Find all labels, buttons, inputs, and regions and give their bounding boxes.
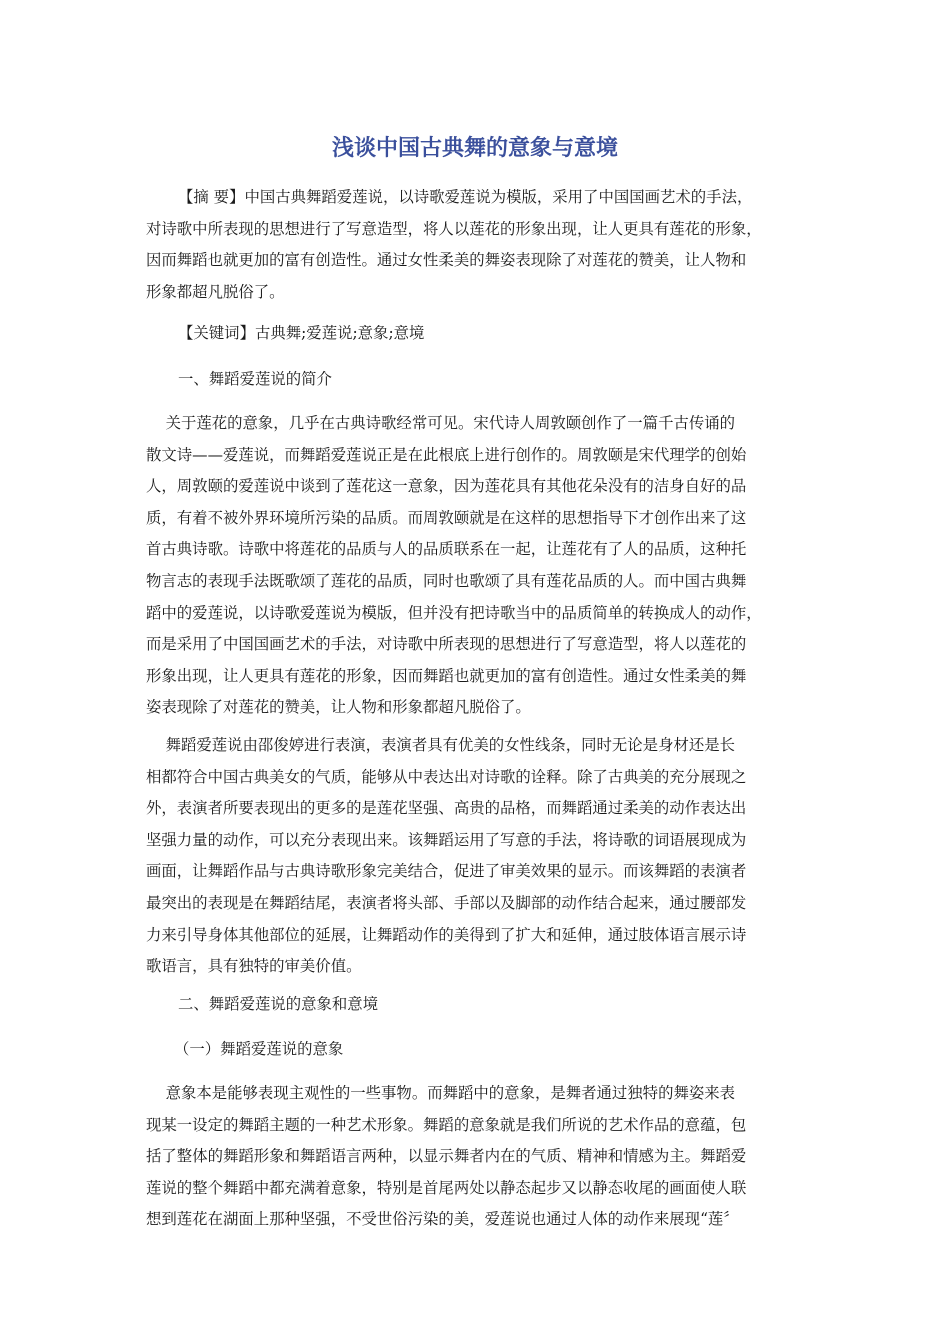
paragraph-line: 而是采用了中国国画艺术的手法，对诗歌中所表现的思想进行了写意造型，将人以莲花的: [146, 635, 747, 654]
paragraph-2: [146, 730, 812, 983]
paragraph-line: 画面，让舞蹈作品与古典诗歌形象完美结合，促进了审美效果的显示。而该舞蹈的表演者: [146, 862, 747, 881]
paragraph-1: [146, 408, 812, 724]
section-heading-2: [178, 989, 844, 1021]
paragraph-line: 想到莲花在湖面上那种坚强，不受世俗污染的美，爱莲说也通过人体的动作来展现“莲〞: [146, 1210, 739, 1229]
section-heading-1: [178, 364, 844, 396]
paragraph-line: 坚强力量的动作，可以充分表现出来。该舞蹈运用了写意的手法，将诗歌的词语展现成为: [146, 830, 747, 849]
section-heading-text: 一、舞蹈爱莲说的简介: [178, 370, 332, 388]
keywords-text: 【关键词】古典舞;爱莲说;意象;意境: [178, 324, 425, 342]
paragraph-line: 相都符合中国古典美女的气质，能够从中表达出对诗歌的诠释。除了古典美的充分展现之: [146, 767, 747, 786]
paragraph-line: 意象本是能够表现主观性的一些事物。而舞蹈中的意象，是舞者通过独特的舞姿来表: [146, 1084, 736, 1102]
paragraph-line: 散文诗——爱莲说，而舞蹈爱莲说正是在此根底上进行创作的。周敦颐是宋代理学的创始: [146, 445, 747, 464]
paragraph-3: [146, 1078, 812, 1236]
paragraph-line: 括了整体的舞蹈形象和舞蹈语言两种，以显示舞者内在的气质、精神和情感为主。舞蹈爱: [146, 1147, 747, 1166]
paragraph-line: 质，有着不被外界环境所污染的品质。而周敦颐就是在这样的思想指导下才创作出来了这: [146, 508, 747, 527]
paragraph-line: 人，周敦颐的爱莲说中谈到了莲花这一意象，因为莲花具有其他花朵没有的洁身自好的品: [146, 477, 747, 496]
paragraph-line: 力来引导身体其他部位的延展，让舞蹈动作的美得到了扩大和延伸，通过肢体语言展示诗: [146, 925, 747, 944]
abstract-line: 因而舞蹈也就更加的富有创造性。通过女性柔美的舞姿表现除了对莲花的赞美，让人物和: [146, 251, 747, 270]
paragraph-line: 关于莲花的意象，几乎在古典诗歌经常可见。宋代诗人周敦颐创作了一篇千古传诵的: [146, 414, 736, 432]
abstract-line: 对诗歌中所表现的思想进行了写意造型，将人以莲花的形象出现，让人更具有莲花的形象，: [146, 219, 762, 238]
paragraph-line: 姿表现除了对莲花的赞美，让人物和形象都超凡脱俗了。: [146, 698, 531, 717]
paragraph-line: 现某一设定的舞蹈主题的一种艺术形象。舞蹈的意象就是我们所说的艺术作品的意蕴，包: [146, 1115, 747, 1134]
paragraph-line: 物言志的表现手法既歌颂了莲花的品质，同时也歌颂了具有莲花品质的人。而中国古典舞: [146, 571, 747, 590]
paragraph-line: 外，表演者所要表现出的更多的是莲花坚强、高贵的品格，而舞蹈通过柔美的动作表达出: [146, 799, 747, 818]
subsection-heading-1: [174, 1034, 840, 1066]
paragraph-line: 歌语言，具有独特的审美价值。: [146, 957, 362, 976]
abstract-line: 【摘 要】中国古典舞蹈爱莲说，以诗歌爱莲说为模版，采用了中国国画艺术的手法，: [178, 188, 753, 206]
subsection-heading-text: （一）舞蹈爱莲说的意象: [174, 1040, 344, 1058]
paragraph-line: 蹈中的爱莲说，以诗歌爱莲说为模版，但并没有把诗歌当中的品质简单的转换成人的动作，: [146, 603, 762, 622]
paragraph-line: 首古典诗歌。诗歌中将莲花的品质与人的品质联系在一起，让莲花有了人的品质，这种托: [146, 540, 747, 559]
paragraph-line: 形象出现，让人更具有莲花的形象，因而舞蹈也就更加的富有创造性。通过女性柔美的舞: [146, 666, 747, 685]
abstract-line: 形象都超凡脱俗了。: [146, 282, 285, 301]
abstract: [146, 182, 812, 308]
paragraph-line: 最突出的表现是在舞蹈结尾，表演者将头部、手部以及脚部的动作结合起来，通过腰部发: [146, 893, 747, 912]
paragraph-line: 莲说的整个舞蹈中都充满着意象，特别是首尾两处以静态起步又以静态收尾的画面使人联: [146, 1178, 747, 1197]
paper-title: 浅谈中国古典舞的意象与意境: [331, 136, 618, 161]
keywords: [178, 318, 844, 350]
section-heading-text: 二、舞蹈爱莲说的意象和意境: [178, 995, 379, 1013]
paragraph-line: 舞蹈爱莲说由邵俊婷进行表演，表演者具有优美的女性线条，同时无论是身材还是长: [146, 736, 736, 754]
